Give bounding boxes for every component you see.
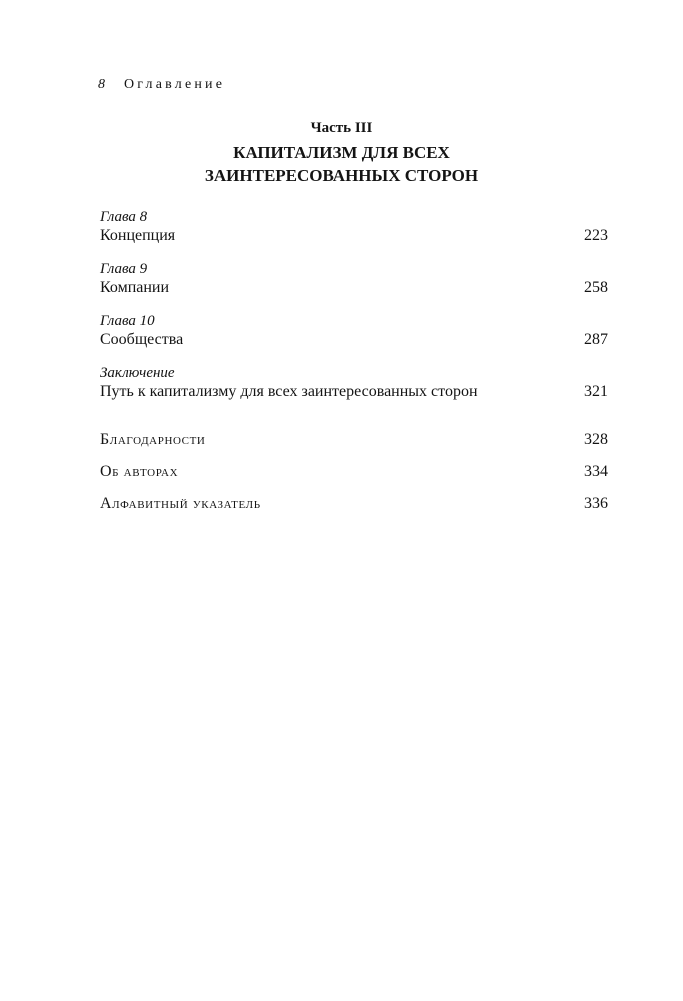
toc-entry-page: 328 bbox=[584, 431, 608, 448]
toc-entry-row bbox=[100, 226, 608, 246]
toc-entry-page: 287 bbox=[584, 331, 608, 348]
toc-entry-kicker: Глава 8 bbox=[100, 209, 148, 225]
toc-entry-about-authors[interactable] bbox=[100, 462, 608, 482]
part-label: Часть III bbox=[310, 120, 373, 136]
toc-entry-title: Сообщества bbox=[100, 331, 184, 348]
toc-entry-row bbox=[100, 330, 608, 350]
part-title bbox=[0, 141, 683, 187]
toc-entry-row bbox=[100, 462, 608, 482]
toc-entry-page: 321 bbox=[584, 383, 608, 400]
toc-entry-row bbox=[100, 494, 608, 514]
toc-entry-title: Путь к капитализму для всех заинтересованных сторон bbox=[100, 383, 478, 400]
toc-entry-kicker: Глава 10 bbox=[100, 313, 155, 329]
toc-entry-title: Благодарности bbox=[100, 431, 206, 448]
toc-entry-kicker: Глава 9 bbox=[100, 261, 148, 277]
toc-entry-page: 258 bbox=[584, 279, 608, 296]
toc-entry-acknowledgements[interactable] bbox=[100, 430, 608, 450]
toc-entry-row bbox=[100, 430, 608, 450]
toc-entry-page: 223 bbox=[584, 227, 608, 244]
toc-entry-kicker: Заключение bbox=[100, 365, 175, 381]
toc-entry-title: Компании bbox=[100, 279, 170, 296]
toc-entry-chapter-8[interactable] bbox=[100, 208, 608, 246]
toc-entry-title: Концепция bbox=[100, 227, 176, 244]
toc-entry-page: 336 bbox=[584, 495, 608, 512]
running-head bbox=[98, 77, 225, 93]
part-title-line-1: КАПИТАЛИЗМ ДЛЯ ВСЕХ bbox=[233, 143, 450, 162]
running-head-title: Оглавление bbox=[124, 77, 226, 92]
page-number: 8 bbox=[98, 77, 105, 92]
toc-entry-row bbox=[100, 278, 608, 298]
toc-entry-title: Алфавитный указатель bbox=[100, 495, 261, 512]
toc-entry-index[interactable] bbox=[100, 494, 608, 514]
toc-entry-page: 334 bbox=[584, 463, 608, 480]
toc-entry-chapter-10[interactable] bbox=[100, 312, 608, 350]
toc-entry-conclusion[interactable] bbox=[100, 364, 608, 402]
part-title-line-2: ЗАИНТЕРЕСОВАННЫХ СТОРОН bbox=[204, 166, 479, 185]
toc-entry-title: Об авторах bbox=[100, 463, 179, 480]
toc-entry-row bbox=[100, 382, 608, 402]
toc-entry-chapter-9[interactable] bbox=[100, 260, 608, 298]
